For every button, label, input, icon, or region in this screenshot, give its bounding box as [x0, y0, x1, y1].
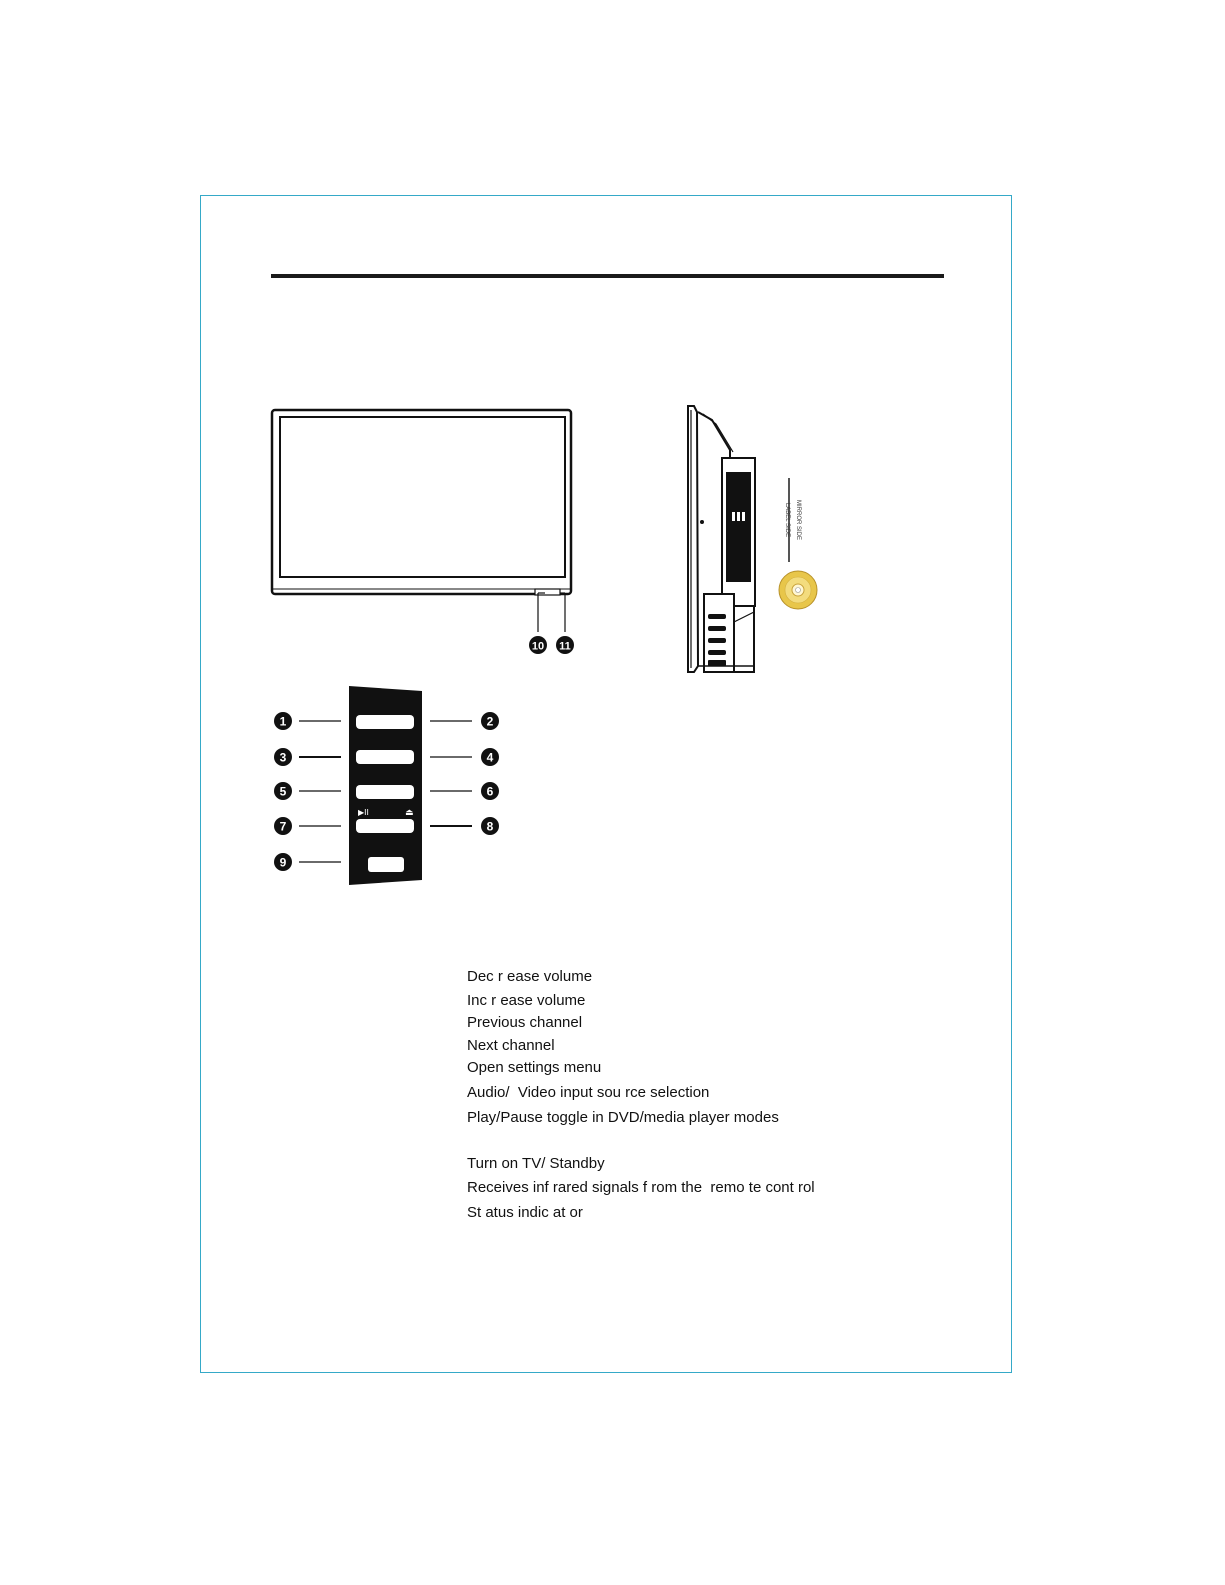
callout-7-text: 7 — [279, 819, 287, 834]
disc-icon — [779, 478, 817, 609]
desc-increase-volume: Inc r ease volume — [467, 992, 586, 1009]
desc-input-source: Audio/ Video input sou rce selection — [467, 1084, 710, 1101]
callout-5-text: 5 — [279, 784, 287, 799]
callout-4 — [481, 748, 499, 766]
button-7-8[interactable] — [356, 819, 414, 833]
callout-2 — [481, 712, 499, 730]
button-1-2[interactable] — [356, 715, 414, 729]
callout-9 — [274, 853, 292, 871]
desc-next-channel: Next channel — [467, 1037, 555, 1054]
callout-11-text: 11 — [559, 640, 571, 653]
callout-11 — [556, 636, 574, 654]
button-3-4[interactable] — [356, 750, 414, 764]
disc-label-side: LABEL SIDE — [784, 502, 790, 538]
callout-3-text: 3 — [279, 750, 287, 765]
play-pause-icon: ▶II — [358, 808, 369, 817]
desc-settings-menu: Open settings menu — [467, 1059, 602, 1076]
callout-6-text: 6 — [486, 784, 494, 799]
callout-5 — [274, 782, 292, 800]
callout-1 — [274, 712, 292, 730]
callout-8 — [481, 817, 499, 835]
eject-icon: ⏏ — [405, 808, 414, 818]
desc-status-indicator: St atus indic at or — [467, 1204, 583, 1221]
callout-2-text: 2 — [486, 714, 494, 729]
desc-play-pause: Play/Pause toggle in DVD/media player modes — [467, 1109, 779, 1126]
control-panel — [349, 686, 422, 885]
tv-front-view — [272, 410, 571, 632]
callout-4-text: 4 — [486, 750, 494, 765]
desc-ir-receiver: Receives inf rared signals f rom the remo te cont rol — [467, 1179, 815, 1196]
callout-8-text: 8 — [486, 819, 494, 834]
desc-power: Turn on TV/ Standby — [467, 1155, 605, 1172]
callout-7 — [274, 817, 292, 835]
tv-side-view — [688, 406, 755, 672]
power-button[interactable] — [368, 857, 404, 872]
callout-9-text: 9 — [279, 855, 287, 870]
callout-10-text: 10 — [531, 640, 545, 653]
desc-decrease-volume: Dec r ease volume — [467, 968, 593, 985]
callout-1-text: 1 — [279, 714, 287, 729]
button-5-6[interactable] — [356, 785, 414, 799]
desc-previous-channel: Previous channel — [467, 1014, 583, 1031]
callout-10 — [529, 636, 547, 654]
disc-mirror-side: MIRROR SIDE — [795, 499, 801, 541]
callout-3 — [274, 748, 292, 766]
callout-6 — [481, 782, 499, 800]
